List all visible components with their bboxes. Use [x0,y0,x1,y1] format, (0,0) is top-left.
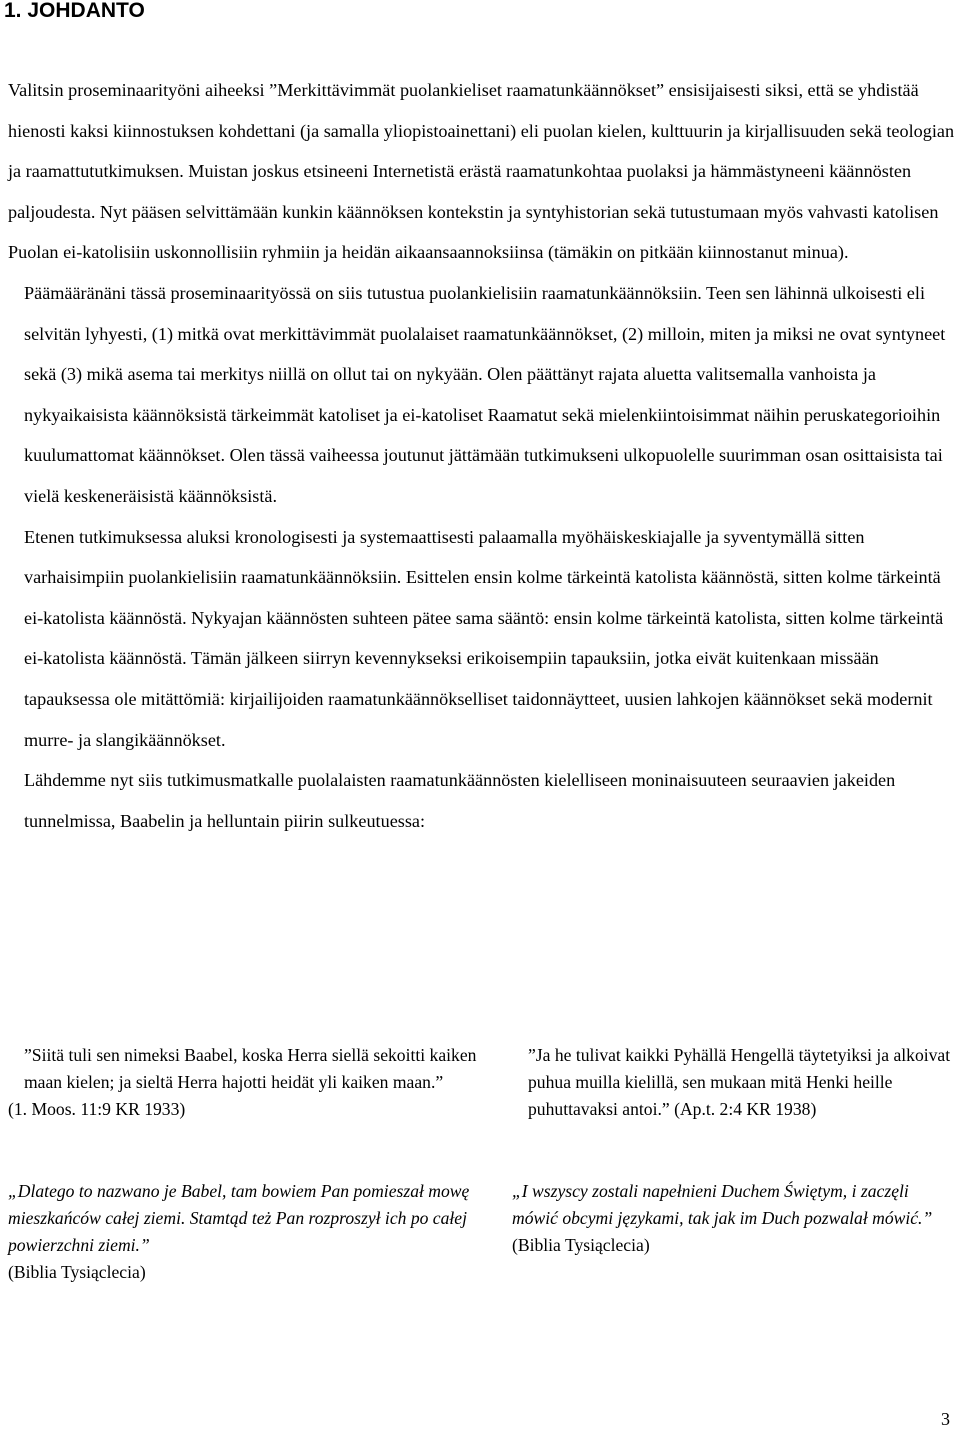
quote-genesis-finnish-ref: (1. Moos. 11:9 KR 1933) [8,1099,186,1119]
quote-genesis-polish-ref: (Biblia Tysiąclecia) [8,1262,146,1282]
quote-acts-polish-text: „I wszyscy zostali napełnieni Duchem Świętym, i zaczęli mówić obcymi językami, tak jak im Duch pozwalał mówić.” [512,1181,933,1228]
quote-genesis-finnish-text: ”Siitä tuli sen nimeksi Baabel, koska Herra siellä sekoitti kaiken maan kielen; ja sieltä Herra hajotti heidät yli kaiken maan.” [24,1045,477,1092]
paragraph-4: Lähdemme nyt siis tutkimusmatkalle puolalaisten raamatunkäännösten kielelliseen moninaisuuteen seuraavien jakeiden tunnelmissa, Baabelin ja helluntain piirin sulkeutuessa: [24,770,896,831]
body-text [8,70,960,841]
quote-acts-polish [512,1178,957,1259]
quote-genesis-polish [8,1178,478,1286]
quote-acts-polish-ref: (Biblia Tysiąclecia) [512,1235,650,1255]
quote-genesis-finnish [8,1042,478,1123]
paragraph-2: Päämääränäni tässä proseminaarityössä on siis tutustua puolankielisiin raamatunkäännöksiin. Teen sen lähinnä ulkoisesti eli selvitän lyhyesti, (1) mitkä ovat merkittävimmät puolalaiset raamatunkäännökset, (2) milloin, miten ja miksi ne ovat syntyneet sekä (3) mikä asema tai merkitys niillä on ollut tai on nykyään. Olen päättänyt rajata aluetta valitsemalla vanhoista ja nykyaikaisista käännöksistä tärkeimmät katoliset ja ei-katoliset Raamatut sekä mielenkiintoisimmat näihin peruskategorioihin kuulumattomat käännökset. Olen tässä vaiheessa joutunut jättämään tutkimukseni ulkopuolelle suurimman osan osittaisista tai vielä keskeneräisistä käännöksistä. [24,282,946,506]
paragraph-3: Etenen tutkimuksessa aluksi kronologisesti ja systemaattisesti palaamalla myöhäiskeskiajalle ja syventymällä sitten varhaisimpiin puolankielisiin raamatunkäännöksiin. Esittelen ensin kolme tärkeintä katolista käännöstä, sitten kolme tärkeintä ei-katolista käännöstä. Nykyajan käännösten suhteen pätee sama sääntö: ensin kolme tärkeintä katolista, sitten kolme tärkeintä ei-katolista käännöstä. Tämän jälkeen siirryn kevennykseksi erikoisempiin tapauksiin, jotka eivät kuitenkaan missään tapauksessa ole mitättömiä: kirjailijoiden raamatunkäännökselliset taidonnäytteet, uusien lahkojen käännökset sekä modernit murre- ja slangikäännökset. [24,526,944,750]
quote-acts-finnish [512,1042,957,1123]
page-number: 3 [941,1409,950,1429]
quote-genesis-polish-text: „Dlatego to nazwano je Babel, tam bowiem Pan pomieszał mowę mieszkańców całej ziemi. Stamtąd też Pan rozproszył ich po całej powierzchni ziemi.” [8,1181,470,1255]
paragraph-1: Valitsin proseminaarityöni aiheeksi ”Merkittävimmät puolankieliset raamatunkäännökset” ensisijaisesti siksi, että se yhdistää hienosti kaksi kiinnostuksen kohdettani (ja samalla yliopistoainettani) eli puolan kielen, kulttuurin ja kirjallisuuden sekä teologian ja raamattututkimuksen. Muistan joskus etsineeni Internetistä erästä raamatunkohtaa puolaksi ja hämmästyneeni käännösten paljoudesta. Nyt pääsen selvittämään kunkin käännöksen kontekstin ja syntyhistorian sekä tutustumaan myös vahvasti katolisen Puolan ei-katolisiin uskonnollisiin ryhmiin ja heidän aikaansaannoksiinsa (tämäkin on pitkään kiinnostanut minua). [8,80,955,263]
chapter-heading: 1. JOHDANTO [4,0,145,22]
quote-acts-finnish-text: ”Ja he tulivat kaikki Pyhällä Hengellä täytetyiksi ja alkoivat puhua muilla kielillä, sen mukaan mitä Henki heille puhuttavaksi antoi.” (Ap.t. 2:4 KR 1938) [528,1045,951,1119]
